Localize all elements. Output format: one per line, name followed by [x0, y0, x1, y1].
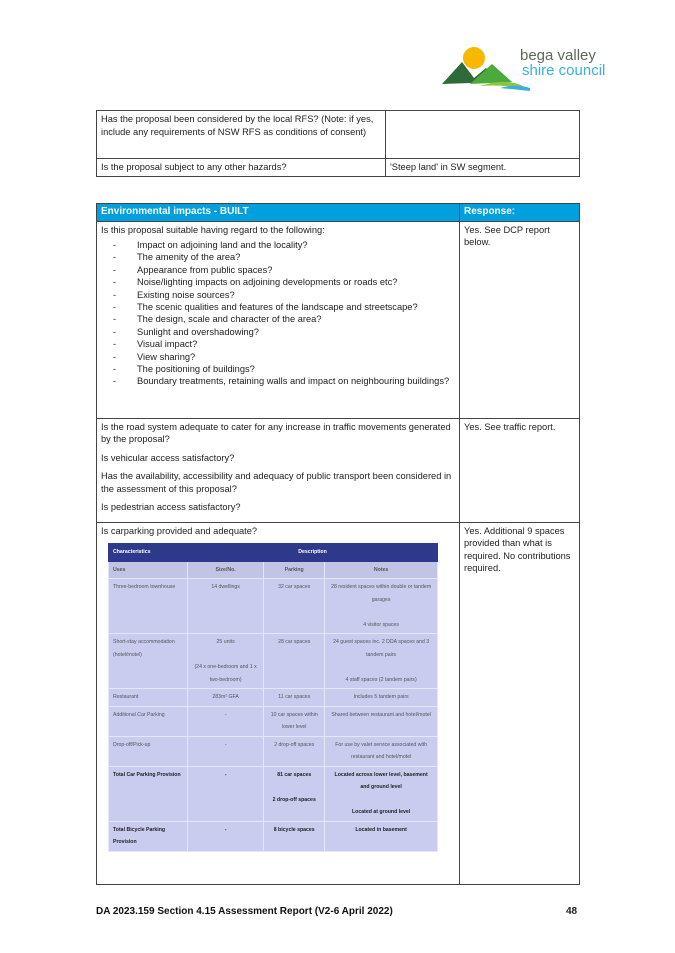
parking-cell: [325, 579, 438, 634]
parking-cell: [188, 821, 264, 851]
question-cell: [97, 418, 460, 522]
question-text: Is the road system adequate to cater for any increase in traffic movements generated by the proposal?: [101, 421, 451, 444]
cell-text: 14 dwellings: [211, 584, 240, 590]
cell-text: Located in basement: [355, 826, 407, 833]
parking-cell: [109, 634, 188, 689]
cell-text: Shared between restaurant and hotel/motel: [331, 711, 431, 718]
column-header: Size/No.: [188, 561, 264, 579]
criteria-item: - Boundary treatments, retaining walls and impact on neighbouring buildings?: [101, 375, 455, 387]
cell-text: 2 drop-off spaces: [272, 796, 316, 803]
cell-text: Drop-off/Pick-up: [113, 741, 151, 748]
parking-cell: [325, 821, 438, 851]
cell-text: 25 units: [216, 639, 235, 645]
column-header: Parking: [264, 561, 325, 579]
cell-text: 24 guest spaces inc. 2 DDA spaces and 3 tandem pairs: [333, 639, 430, 658]
criteria-item: - Sunlight and overshadowing?: [101, 326, 455, 338]
table-row: [97, 111, 580, 159]
criteria-item: - Noise/lighting impacts on adjoining developments or roads etc?: [101, 276, 455, 288]
parking-cell: [109, 736, 188, 766]
parking-cell: [264, 821, 325, 851]
cell-text: 28 car spaces: [278, 639, 311, 645]
parking-row: [109, 706, 438, 736]
header-title: Environmental impacts - BUILT: [97, 204, 460, 222]
parking-cell: [325, 766, 438, 821]
cell-text: 81 car spaces: [277, 771, 312, 778]
cell-text: 283m² GFA: [212, 694, 239, 700]
criteria-item: - Impact on adjoining land and the locality?: [101, 239, 455, 251]
question-text: Is vehicular access satisfactory?: [101, 452, 235, 463]
question-text: Is pedestrian access satisfactory?: [101, 502, 241, 512]
cell-text: 4 visitor spaces: [363, 621, 399, 628]
cell-text: Additional Car Parking: [113, 711, 165, 718]
parking-cell: [325, 634, 438, 689]
parking-row: [109, 689, 438, 707]
question-cell: Has the proposal been considered by the local RFS? (Note: if yes, include any requirements of NSW RFS as conditions of consent): [97, 111, 386, 159]
criteria-item: - The design, scale and character of the area?: [101, 313, 455, 325]
response-cell: [386, 111, 580, 159]
parking-subheader: [109, 561, 438, 579]
cell-text: 28 resident spaces within double or tandem garages: [331, 584, 432, 603]
header-cell: Characteristics: [109, 544, 188, 562]
table-row: [97, 159, 580, 177]
parking-cell: [109, 766, 188, 821]
table-row: [97, 418, 580, 522]
parking-cell: [325, 706, 438, 736]
criteria-item: - Appearance from public spaces?: [101, 264, 455, 276]
logo-text-line1: bega valley: [520, 47, 596, 64]
criteria-item: - The scenic qualities and features of the landscape and streetscape?: [101, 301, 455, 313]
criteria-item: - Visual impact?: [101, 338, 455, 350]
table-row: [97, 522, 580, 884]
response-cell: Yes. See traffic report.: [460, 418, 580, 522]
parking-cell: [325, 736, 438, 766]
parking-cell: [264, 736, 325, 766]
column-header: Uses: [109, 561, 188, 579]
logo-text-line2: shire council: [522, 62, 606, 79]
question-text: Is carparking provided and adequate?: [101, 525, 258, 536]
environmental-impacts-table: [96, 203, 580, 885]
page-number: 48: [566, 906, 578, 917]
parking-cell: [109, 706, 188, 736]
response-cell: 'Steep land' in SW segment.: [386, 159, 580, 177]
question-text: Has the availability, accessibility and adequacy of public transport been considered in the assessment of this proposal?: [101, 471, 452, 494]
parking-row: [109, 634, 438, 689]
hazards-table: [96, 110, 580, 177]
parking-cell: [264, 634, 325, 689]
cell-text: -: [224, 771, 227, 778]
cell-text: For use by valet service associated with restaurant and hotel/motel: [335, 741, 427, 760]
parking-row: [109, 821, 438, 851]
cell-text: Restaurant: [113, 694, 139, 700]
response-cell: Yes. Additional 9 spaces provided than what is required. No contributions required.: [460, 522, 580, 884]
header-cell: Description: [188, 544, 438, 562]
parking-cell: [264, 706, 325, 736]
criteria-list: [101, 239, 455, 388]
cell-text: 8 bicycle spaces: [273, 826, 315, 833]
table-header: [97, 204, 580, 222]
cell-text: -: [224, 741, 227, 748]
cell-text: Located at ground level: [352, 809, 411, 815]
criteria-item: - View sharing?: [101, 351, 455, 363]
parking-cell: [264, 766, 325, 821]
cell-text: 4 staff spaces (2 tandem pairs): [345, 676, 417, 683]
cell-text: Total Bicycle Parking Provision: [113, 826, 166, 845]
parking-cell: [188, 689, 264, 707]
cell-text: -: [224, 711, 227, 718]
parking-row: [109, 579, 438, 634]
cell-text: 11 car spaces: [278, 694, 311, 700]
footer-text: DA 2023.159 Section 4.15 Assessment Report (V2-6 April 2022): [96, 906, 393, 917]
parking-cell: [188, 736, 264, 766]
cell-text: (24 x one-bedroom and 1 x two-bedroom): [194, 664, 257, 683]
table-row: [97, 221, 580, 418]
criteria-item: - Existing noise sources?: [101, 289, 455, 301]
parking-row: [109, 766, 438, 821]
parking-cell: [188, 634, 264, 689]
header-response: Response:: [460, 204, 580, 222]
cell-text: 10 car spaces within lower level: [270, 711, 318, 730]
parking-cell: [264, 689, 325, 707]
parking-cell: [325, 689, 438, 707]
parking-cell: [188, 766, 264, 821]
cell-text: Includes 5 tandem pairs: [353, 694, 409, 700]
parking-row: [109, 736, 438, 766]
cell-text: 32 car spaces: [278, 584, 311, 590]
parking-cell: [188, 706, 264, 736]
cell-text: Located across lower level, basement and ground level: [334, 771, 428, 790]
criteria-item: - The positioning of buildings?: [101, 363, 455, 375]
question-cell: Is the proposal subject to any other hazards?: [97, 159, 386, 177]
column-header: Notes: [325, 561, 438, 579]
response-cell: Yes. See DCP report below.: [460, 221, 580, 418]
question-cell: [97, 221, 460, 418]
cell-text: Total Car Parking Provision: [113, 771, 181, 778]
cell-text: 2 drop-off spaces: [274, 741, 315, 748]
question-text: Is this proposal suitable having regard to the following:: [101, 224, 325, 235]
parking-header: [109, 544, 438, 562]
parking-summary-table: [108, 543, 438, 852]
council-logo: [440, 38, 650, 94]
cell-text: Three-bedroom townhouse: [113, 584, 176, 590]
cell-text: -: [224, 826, 227, 833]
parking-cell: [109, 579, 188, 634]
criteria-item: - The amenity of the area?: [101, 251, 455, 263]
parking-cell: [109, 689, 188, 707]
cell-text: Short-stay accommodation (hotel/motel): [113, 639, 175, 658]
parking-cell: [264, 579, 325, 634]
question-cell: [97, 522, 460, 884]
logo-mountains-icon: [440, 38, 530, 94]
parking-cell: [109, 821, 188, 851]
parking-cell: [188, 579, 264, 634]
